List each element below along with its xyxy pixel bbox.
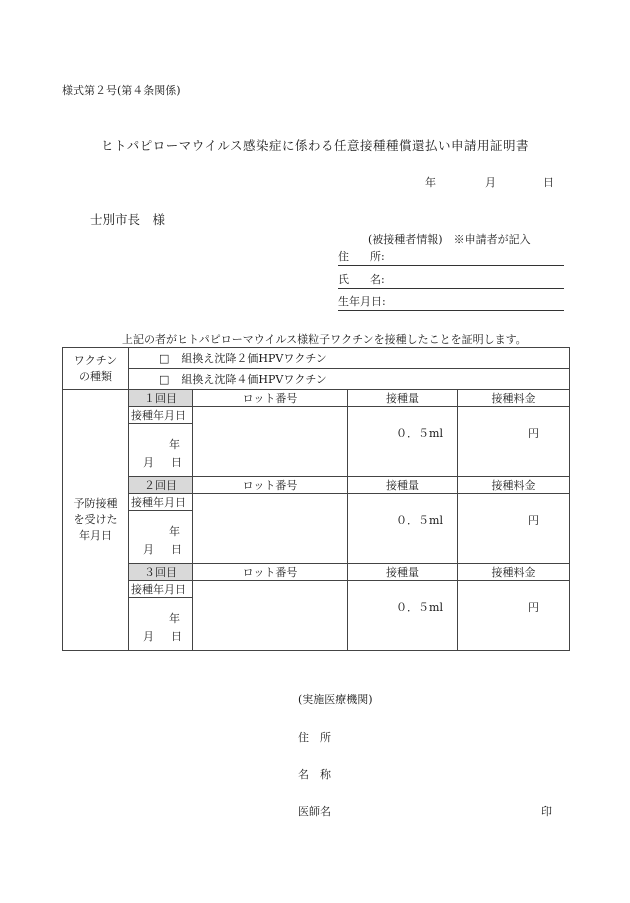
date-year-label: 年 [425,176,436,189]
fee-unit: 円 [528,601,540,614]
day-label: 日 [171,630,182,643]
lot-number-header: ロット番号 [193,477,348,494]
lot-number-header: ロット番号 [193,390,348,407]
round-2-label: ２回目 [129,477,193,494]
certificate-table [62,347,570,651]
institution-address-label: 住 所 [298,731,331,744]
year-label: 年 [169,612,180,625]
vaccine-option-4valent[interactable] [129,369,570,390]
dose-cell [348,494,458,564]
dose-header: 接種量 [348,564,458,581]
year-label: 年 [169,525,180,538]
vaccination-date-field[interactable] [129,511,193,564]
dob-field[interactable] [338,293,564,311]
fee-header: 接種料金 [458,390,570,407]
address-label-1: 住 [338,250,349,263]
patient-info-header: (被接種者情報) ※申請者が記入 [368,233,531,246]
form-number: 様式第２号(第４条関係) [62,84,181,97]
name-label-1: 氏 [338,273,349,286]
fee-unit: 円 [528,427,540,440]
fee-field[interactable] [458,581,570,651]
vaccination-date-side-label [63,390,129,651]
day-label: 日 [171,456,182,469]
checkbox-icon[interactable]: □ [159,352,170,365]
dose-value: ０．５ml [396,601,443,614]
side-label-line2: を受けた [73,513,118,526]
month-label: 月 [143,543,154,556]
institution-header: (実施医療機関) [298,693,373,706]
vaccine-type-label [63,348,129,390]
seal-mark: 印 [541,805,552,818]
side-label-line3: 年月日 [79,529,112,542]
month-label: 月 [143,456,154,469]
certify-text: 上記の者がヒトパピローマウイルス様粒子ワクチンを接種したことを証明します。 [122,333,527,346]
vaccine-option-label: 組換え沈降４価HPVワクチン [181,373,327,386]
dose-value: ０．５ml [396,427,443,440]
year-label: 年 [169,438,180,451]
checkbox-icon[interactable]: □ [159,373,170,386]
fee-field[interactable] [458,494,570,564]
lot-number-field[interactable] [193,407,348,477]
vaccine-label-line2: の種類 [79,369,112,383]
fee-unit: 円 [528,514,540,527]
vaccination-date-field[interactable] [129,598,193,651]
fee-header: 接種料金 [458,564,570,581]
dose-value: ０．５ml [396,514,443,527]
address-label-2: 所: [370,250,385,263]
lot-number-header: ロット番号 [193,564,348,581]
date-day-label: 日 [543,176,554,189]
dose-cell [348,581,458,651]
fee-field[interactable] [458,407,570,477]
vaccination-date-label: 接種年月日 [129,407,193,424]
address-field[interactable] [338,248,564,266]
addressee: 士別市長 様 [90,212,166,227]
lot-number-field[interactable] [193,581,348,651]
dose-header: 接種量 [348,477,458,494]
name-field[interactable] [338,271,564,289]
round-3-label: ３回目 [129,564,193,581]
dob-label: 生年月日: [338,295,386,308]
vaccine-label-line1: ワクチン [73,353,118,367]
vaccination-date-label: 接種年月日 [129,494,193,511]
date-month-label: 月 [485,176,496,189]
vaccine-option-label: 組換え沈降２価HPVワクチン [181,352,327,365]
day-label: 日 [171,543,182,556]
month-label: 月 [143,630,154,643]
vaccination-date-label: 接種年月日 [129,581,193,598]
fee-header: 接種料金 [458,477,570,494]
name-label-2: 名: [370,273,385,286]
page-title: ヒトパピローマウイルス感染症に係わる任意接種種償還払い申請用証明書 [100,138,529,153]
dose-cell [348,407,458,477]
vaccination-date-field[interactable] [129,424,193,477]
doctor-name-label: 医師名 [298,805,331,818]
vaccine-option-2valent[interactable] [129,348,570,369]
side-label-line1: 予防接種 [73,497,118,510]
lot-number-field[interactable] [193,494,348,564]
round-1-label: １回目 [129,390,193,407]
dose-header: 接種量 [348,390,458,407]
institution-name-label: 名 称 [298,768,331,781]
